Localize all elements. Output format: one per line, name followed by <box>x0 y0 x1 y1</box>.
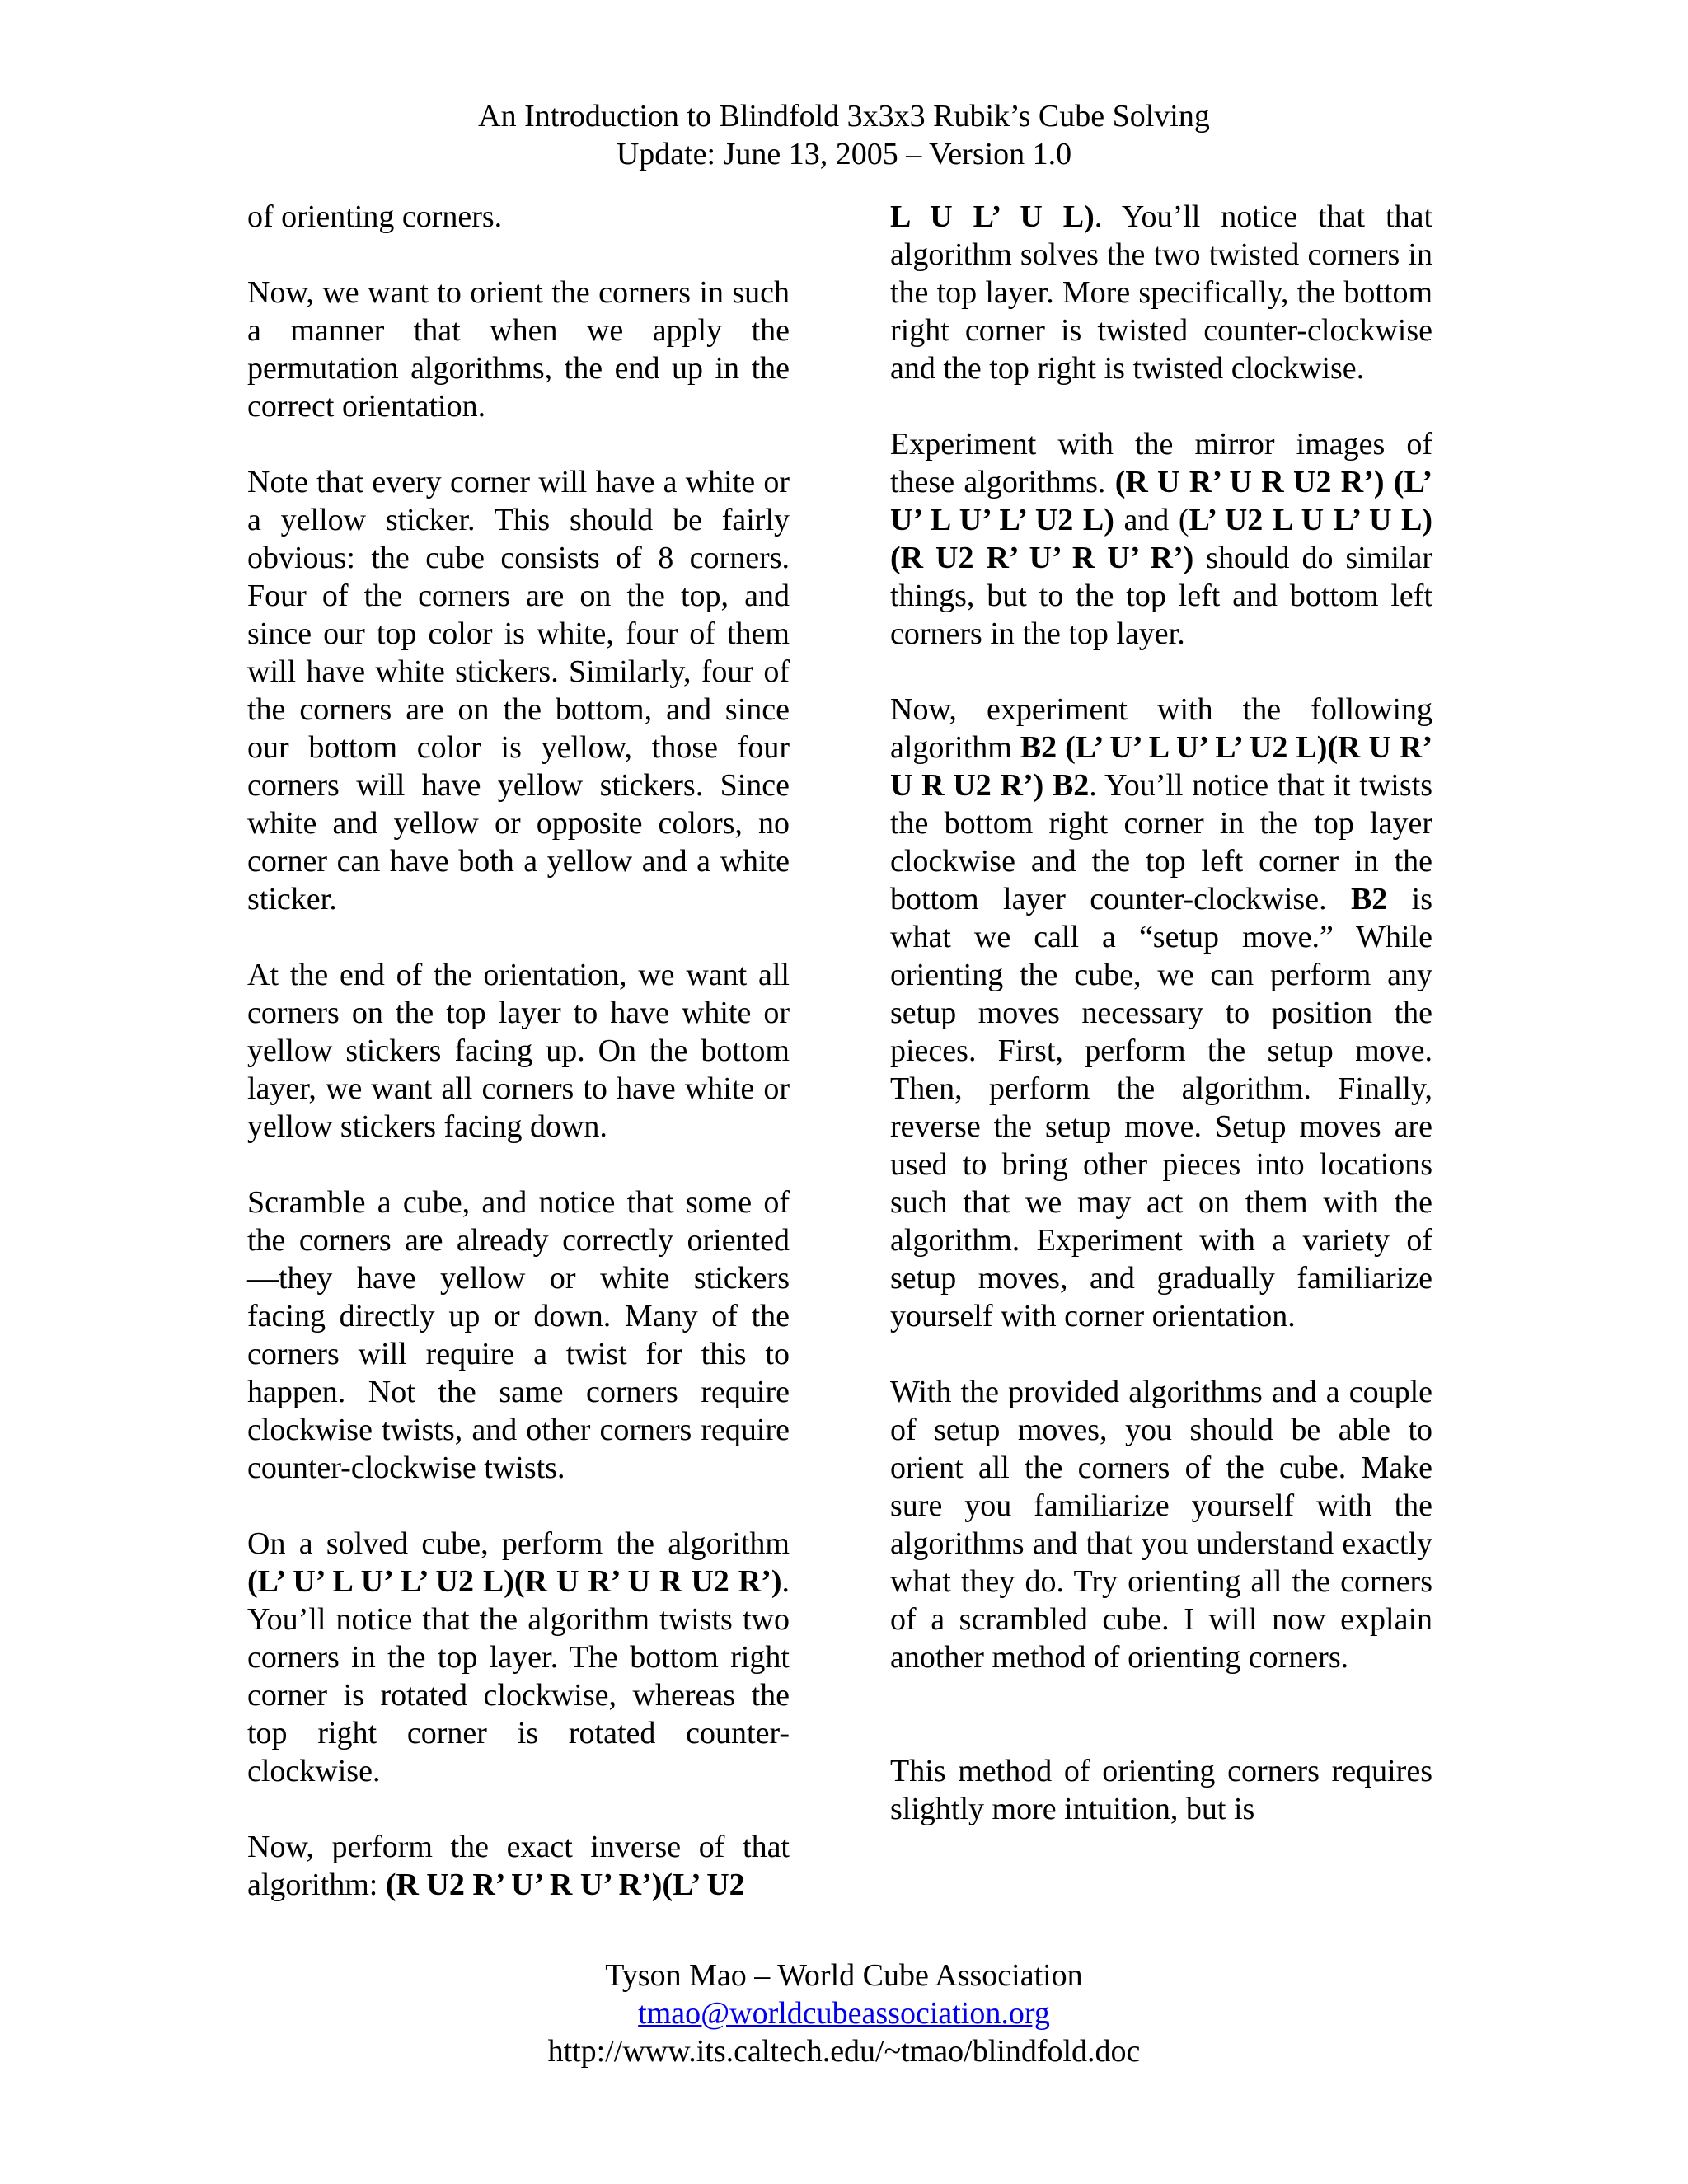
document-update-line: Update: June 13, 2005 – Version 1.0 <box>616 137 1072 171</box>
paragraph: This method of orienting corners requires slightly more intuition, but is <box>890 1754 1432 1826</box>
paragraph <box>890 198 1432 387</box>
right-column <box>890 198 1432 1828</box>
algorithm-text: B2 (L’ U’ L U’ L’ U2 L)(R U R’ U R U2 R’) B2 <box>890 730 1432 803</box>
paragraph <box>247 1828 790 1904</box>
text-run: should do similar things, but to the top left and bottom left corners in the top layer. <box>890 541 1432 651</box>
text-run: and ( <box>1114 503 1189 537</box>
algorithm-text: (R U R’ U R U2 R’) (L’ U’ L U’ L’ U2 L) <box>890 465 1432 537</box>
text-run: On a solved cube, perform the algorithm <box>247 1526 790 1561</box>
paragraph: of orienting corners. <box>247 199 503 234</box>
paragraph <box>247 1525 790 1790</box>
text-run: Now, perform the exact inverse of that algorithm: <box>247 1830 790 1902</box>
algorithm-text: L’ U2 L U L’ U L) (R U2 R’ U’ R U’ R’) <box>890 503 1432 575</box>
paragraph <box>890 425 1432 653</box>
paragraph: Now, we want to orient the corners in such a manner that when we apply the permutation algorithms, the end up in the correct orientation. <box>247 275 790 424</box>
text-run: . You’ll notice that that algorithm solves the two twisted corners in the top layer. More specifically, the bottom right corner is twisted counter-clockwise and the top right is twisted clockwise. <box>890 199 1433 386</box>
algorithm-text: (L’ U’ L U’ L’ U2 L)(R U R’ U R U2 R’) <box>247 1564 782 1599</box>
text-run: is what we call a “setup move.” While orienting the cube, we can perform any setup moves necessary to position the pieces. First, perform the setup move. Then, perform the algorithm. Finally, reverse the setup move. Setup moves are used to bring other pieces into locations such that we may act on them with the algorithm. Experiment with a variety of setup moves, and gradually familiarize yourself with corner orientation. <box>890 882 1432 1333</box>
text-run: Now, experiment with the following algorithm <box>890 692 1432 765</box>
email-link[interactable]: tmao@worldcubeassociation.org <box>638 1996 1050 2031</box>
paragraph: Note that every corner will have a white or a yellow sticker. This should be fairly obvious: the cube consists of 8 corners. Four of the corners are on the top, and since our top color is white, four of them will have white stickers. Similarly, four of the corners are on the bottom, and since our bottom color is yellow, those four corners will have yellow stickers. Since white and yellow or opposite colors, no corner can have both a yellow and a white sticker. <box>247 465 790 916</box>
left-column <box>247 198 790 1904</box>
paragraph: At the end of the orientation, we want all corners on the top layer to have white or yellow stickers facing up. On the bottom layer, we want all corners to have white or yellow stickers facing down. <box>247 958 790 1144</box>
page-footer <box>0 1957 1688 2070</box>
paragraph: Scramble a cube, and notice that some of the corners are already correctly oriented —they have yellow or white stickers facing directly up or down. Many of the corners will require a twist for this to happen. Not the same corners require clockwise twists, and other corners require counter-clockwise twists. <box>247 1185 790 1485</box>
document-title: An Introduction to Blindfold 3x3x3 Rubik’s Cube Solving <box>478 99 1210 134</box>
paragraph: With the provided algorithms and a couple of setup moves, you should be able to orient all the corners of the cube. Make sure you familiarize yourself with the algorithms and that you understand exactly what they do. Try orienting all the corners of a scrambled cube. I will now explain another method of orienting corners. <box>890 1375 1432 1675</box>
algorithm-text: (R U2 R’ U’ R U’ R’)(L’ U2 <box>385 1868 745 1902</box>
algorithm-text: L U L’ U L) <box>890 199 1095 234</box>
footer-url: http://www.its.caltech.edu/~tmao/blindfold.doc <box>547 2034 1141 2069</box>
page-header <box>0 97 1688 173</box>
footer-author: Tyson Mao – World Cube Association <box>605 1958 1083 1993</box>
text-run: Experiment with the mirror images of these algorithms. <box>890 427 1432 499</box>
text-run: . You’ll notice that it twists the bottom right corner in the top layer clockwise and the top left corner in the bottom layer counter-clockwise. <box>890 768 1432 916</box>
algorithm-text: B2 <box>1350 882 1388 916</box>
paragraph <box>890 691 1432 1335</box>
text-run: . You’ll notice that the algorithm twists two corners in the top layer. The bottom right corner is rotated clockwise, whereas the top right corner is rotated counter-clockwise. <box>247 1564 790 1788</box>
